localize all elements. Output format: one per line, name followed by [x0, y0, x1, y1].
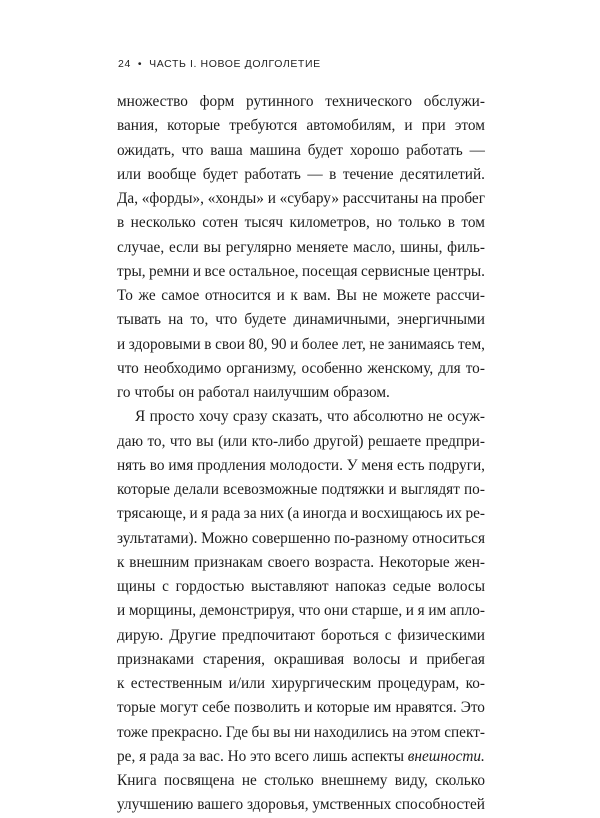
- word: этом: [410, 723, 441, 741]
- word: энергичными: [397, 311, 485, 329]
- text-line: [117, 405, 485, 429]
- text-line: [117, 139, 485, 163]
- word: —: [307, 165, 323, 183]
- word: по-: [463, 481, 485, 498]
- word: но: [376, 214, 393, 232]
- word: спект-: [444, 723, 485, 741]
- word: занимаясь: [387, 335, 455, 353]
- word: ни: [294, 723, 311, 741]
- word: вы: [203, 238, 221, 256]
- word: филь-: [447, 238, 485, 256]
- word: технического: [325, 93, 413, 110]
- word: ремни: [149, 262, 190, 280]
- word: свои: [215, 335, 245, 353]
- word: имя: [168, 456, 194, 474]
- word: го: [117, 384, 131, 401]
- word: и/или: [228, 675, 266, 692]
- word: в: [204, 335, 212, 353]
- word: что: [169, 432, 192, 450]
- text-line: [117, 284, 485, 308]
- word: вообще: [147, 165, 197, 183]
- word: множество: [117, 93, 188, 110]
- word: предпри-: [425, 432, 485, 450]
- word: требуются: [229, 117, 298, 135]
- word: своего: [267, 553, 310, 571]
- text-line: [117, 769, 485, 793]
- word: или: [117, 165, 142, 183]
- word: восхищаюсь: [361, 505, 443, 523]
- word: Где: [225, 723, 249, 741]
- word: Книга: [117, 772, 157, 789]
- word: особенно: [301, 359, 363, 377]
- word: иногда: [302, 505, 347, 523]
- word: меня: [361, 456, 394, 474]
- word: Да,: [117, 190, 139, 207]
- word: и: [405, 602, 414, 620]
- word: не: [427, 408, 443, 426]
- word: рада: [211, 505, 241, 523]
- word: которые: [167, 117, 221, 135]
- word: абсолютно: [353, 408, 424, 426]
- word: дирую.: [117, 626, 164, 644]
- italic-word: внешности.: [407, 747, 485, 765]
- word: прибегая: [426, 650, 485, 668]
- text-line: [117, 308, 485, 332]
- word: зультатами).: [117, 529, 198, 547]
- word: тоже: [117, 723, 148, 741]
- word: остальное,: [228, 262, 299, 280]
- text-line: [117, 624, 485, 648]
- word: напоказ: [335, 578, 386, 595]
- word: и: [117, 335, 126, 353]
- word: с: [384, 626, 392, 644]
- word: не: [369, 335, 385, 353]
- word: есть: [396, 456, 425, 474]
- word: умственных: [312, 796, 392, 814]
- word: рутинного: [246, 93, 314, 110]
- word: все: [204, 262, 226, 280]
- word: 90: [271, 335, 287, 353]
- word: способностей: [395, 796, 485, 814]
- word: что: [298, 602, 321, 620]
- text-line: [117, 478, 485, 502]
- word: что: [215, 311, 238, 329]
- word: в: [117, 214, 125, 232]
- text-line: [117, 381, 485, 405]
- word: тывать: [117, 311, 162, 329]
- word: могут: [159, 699, 198, 717]
- text-line: [117, 696, 485, 720]
- word: вы: [196, 432, 214, 450]
- word: возраста.: [314, 553, 375, 571]
- word: (а: [287, 505, 300, 523]
- running-header: [118, 58, 321, 70]
- word: при: [421, 117, 446, 135]
- word: жен-: [454, 553, 485, 571]
- word: столько: [264, 772, 314, 789]
- word: шины,: [400, 238, 443, 256]
- word: бы: [251, 723, 270, 741]
- word: Некоторые: [378, 553, 450, 571]
- word: на: [168, 311, 184, 329]
- word: всевозможные: [223, 481, 318, 498]
- word: делали: [174, 481, 219, 498]
- word: работать: [244, 165, 301, 183]
- word: Вы: [336, 287, 357, 304]
- word: ко-: [465, 675, 485, 692]
- word: и: [304, 699, 313, 717]
- word: торые: [117, 699, 156, 717]
- word: сколько: [435, 772, 485, 789]
- word: что: [181, 141, 204, 159]
- word: женскому,: [367, 359, 434, 377]
- text-line: [117, 357, 485, 381]
- word: аспекты: [351, 747, 404, 765]
- word: демонстрируя,: [199, 602, 295, 620]
- word: выглядят: [400, 481, 460, 498]
- text-line: [117, 745, 485, 769]
- word: будете: [244, 311, 287, 329]
- text-line: [117, 114, 485, 138]
- word: относится: [204, 287, 271, 304]
- word: которые: [117, 481, 170, 498]
- word: ре,: [117, 747, 136, 765]
- word: трясающе,: [117, 505, 187, 523]
- chapter-title: ЧАСТЬ I. НОВОЕ ДОЛГОЛЕТИЕ: [149, 58, 321, 70]
- word: на: [422, 190, 438, 207]
- word: организму,: [226, 359, 297, 377]
- word: автомобилям,: [306, 117, 396, 135]
- word: сервисные: [360, 262, 430, 280]
- word: вания,: [117, 117, 159, 135]
- word: наилучшим: [253, 384, 330, 401]
- word: Можно: [201, 529, 249, 547]
- word: не: [241, 772, 257, 789]
- word: молодости.: [269, 456, 343, 474]
- word: «хонды»: [207, 190, 264, 207]
- word: вы: [273, 723, 291, 741]
- word: предпочитают: [221, 626, 315, 644]
- word: относиться: [412, 529, 485, 547]
- text-line: [117, 163, 485, 187]
- word: машина: [249, 141, 301, 159]
- text-line: [117, 211, 485, 235]
- text-line: [117, 236, 485, 260]
- word: хирургическим: [271, 675, 372, 692]
- word: и: [192, 262, 202, 280]
- word: им: [373, 699, 392, 717]
- word: к: [117, 675, 125, 692]
- word: окрашивая: [273, 650, 345, 668]
- word: волосы: [353, 650, 401, 668]
- word: то-: [465, 359, 485, 377]
- word: то,: [147, 432, 166, 450]
- word: которые: [316, 699, 370, 717]
- word: я: [417, 602, 425, 620]
- word: себе: [201, 699, 231, 717]
- text-line: [117, 648, 485, 672]
- word: кто-либо: [251, 432, 310, 450]
- word: будет: [202, 165, 238, 183]
- word: и: [409, 650, 418, 668]
- word: даю: [117, 432, 144, 450]
- word: за: [243, 505, 257, 523]
- word: щины: [117, 578, 156, 595]
- word: к: [117, 553, 125, 571]
- word: случае,: [117, 238, 165, 256]
- word: выставляют: [250, 578, 329, 595]
- word: вашего: [197, 796, 244, 814]
- word: просто: [149, 408, 195, 426]
- word: них: [259, 505, 284, 523]
- word: километров,: [289, 214, 370, 232]
- word: во: [149, 456, 165, 474]
- word: совершенно: [251, 529, 331, 547]
- word: в: [447, 214, 455, 232]
- word: на: [392, 723, 408, 741]
- word: апло-: [449, 602, 485, 620]
- word: пробег: [440, 190, 485, 207]
- word: рассчи-: [436, 287, 485, 304]
- word: он: [178, 384, 195, 401]
- text-line: [117, 793, 485, 817]
- word: форм: [199, 93, 235, 110]
- word: и: [290, 335, 299, 353]
- word: То: [117, 287, 133, 304]
- word: тысяч: [244, 214, 284, 232]
- word: самое: [161, 287, 200, 304]
- word: регулярно: [225, 238, 292, 256]
- word: рассчитаны: [342, 190, 419, 207]
- word: виду,: [394, 772, 428, 789]
- word: «субару»: [279, 190, 339, 207]
- text-line: [117, 187, 485, 211]
- word: что: [117, 359, 139, 377]
- word: ваша: [210, 141, 243, 159]
- word: и: [189, 505, 198, 523]
- word: нравятся.: [395, 699, 457, 717]
- word: динамичными,: [293, 311, 391, 329]
- word: необходимо: [143, 359, 222, 377]
- word: и: [267, 190, 276, 207]
- word: и: [350, 505, 359, 523]
- word: 80,: [248, 335, 268, 353]
- word: центры.: [433, 262, 485, 280]
- word: решаете: [367, 432, 422, 450]
- word: они: [323, 602, 349, 620]
- word: не: [362, 287, 378, 304]
- word: Но: [227, 747, 247, 765]
- word: сотен: [202, 214, 239, 232]
- text-line: [117, 672, 485, 696]
- word: лишь: [312, 747, 348, 765]
- word: подтяжки: [321, 481, 385, 498]
- word: к: [290, 287, 298, 304]
- word: масло,: [353, 238, 396, 256]
- body-text: [117, 90, 485, 818]
- word: и: [276, 287, 285, 304]
- word: (или: [218, 432, 248, 450]
- text-line: [117, 333, 485, 357]
- word: прекрасно.: [151, 723, 223, 741]
- word: всего: [274, 747, 310, 765]
- word: обслужи-: [423, 93, 485, 110]
- word: можете: [383, 287, 431, 304]
- word: посещая: [301, 262, 358, 280]
- word: образом.: [333, 384, 390, 401]
- word: гордостью: [175, 578, 245, 595]
- text-line: [117, 502, 485, 526]
- word: продления: [197, 456, 266, 474]
- word: подруги,: [428, 456, 485, 474]
- word: в: [329, 165, 337, 183]
- word: признакам: [194, 553, 263, 571]
- word: морщины,: [128, 602, 197, 620]
- text-line: [117, 454, 485, 478]
- word: хочу: [198, 408, 229, 426]
- word: ожидать,: [117, 141, 175, 159]
- word: ре-: [465, 505, 485, 523]
- word: работать: [406, 141, 463, 159]
- word: Это: [460, 699, 485, 717]
- word: улучшению: [117, 796, 194, 814]
- word: Я: [135, 408, 146, 426]
- word: волосы: [437, 578, 485, 595]
- page-number: 24: [118, 58, 131, 70]
- word: находились: [313, 723, 389, 741]
- word: сразу: [232, 408, 268, 426]
- word: нять: [117, 456, 146, 474]
- word: позволить: [234, 699, 301, 717]
- word: лет,: [341, 335, 366, 353]
- word: рада: [149, 747, 179, 765]
- word: будет: [307, 141, 343, 159]
- word: хорошо: [349, 141, 400, 159]
- word: их: [446, 505, 463, 523]
- word: то,: [190, 311, 209, 329]
- word: признаками: [117, 650, 194, 668]
- text-line: [117, 260, 485, 284]
- word: с: [162, 578, 169, 595]
- word: другой): [313, 432, 364, 450]
- word: только: [398, 214, 442, 232]
- word: сказать,: [271, 408, 323, 426]
- word: я: [201, 505, 209, 523]
- word: бороться: [320, 626, 379, 644]
- word: процедурам,: [377, 675, 460, 692]
- word: им: [428, 602, 447, 620]
- text-line: [117, 575, 485, 599]
- text-line: [117, 599, 485, 623]
- word: для: [438, 359, 461, 377]
- word: внешним: [129, 553, 190, 571]
- word: и: [404, 117, 413, 135]
- word: несколько: [130, 214, 196, 232]
- word: этом: [454, 117, 485, 135]
- word: естественным: [130, 675, 223, 692]
- word: это: [250, 747, 271, 765]
- word: вас.: [199, 747, 224, 765]
- word: У: [346, 456, 358, 474]
- word: за: [182, 747, 196, 765]
- word: осуж-: [447, 408, 485, 426]
- word: более: [301, 335, 339, 353]
- text-line: [117, 527, 485, 551]
- word: чтобы: [134, 384, 175, 401]
- word: работал: [198, 384, 250, 401]
- word: здоровья,: [246, 796, 309, 814]
- word: течение: [342, 165, 394, 183]
- word: меняете: [296, 238, 349, 256]
- word: и: [388, 481, 397, 498]
- word: Другие: [169, 626, 216, 644]
- text-line: [117, 430, 485, 454]
- word: тем,: [457, 335, 485, 353]
- word: я: [139, 747, 147, 765]
- word: что: [327, 408, 349, 426]
- word: же: [138, 287, 156, 304]
- text-line: [117, 721, 485, 745]
- word: по-разному: [334, 529, 409, 547]
- word: вам.: [303, 287, 331, 304]
- word: посвящена: [163, 772, 235, 789]
- text-line: [117, 551, 485, 575]
- word: здоровыми: [128, 335, 201, 353]
- word: тры,: [117, 262, 146, 280]
- word: старше,: [351, 602, 403, 620]
- word: внешнему: [321, 772, 388, 789]
- header-separator: •: [137, 58, 143, 70]
- word: —: [469, 141, 485, 159]
- word: и: [117, 602, 126, 620]
- word: «форды»,: [141, 190, 204, 207]
- word: старения,: [202, 650, 265, 668]
- text-line: [117, 90, 485, 114]
- word: физическими: [397, 626, 485, 644]
- word: десятилетий.: [400, 165, 485, 183]
- word: том: [461, 214, 485, 232]
- word: седые: [392, 578, 431, 595]
- word: если: [168, 238, 199, 256]
